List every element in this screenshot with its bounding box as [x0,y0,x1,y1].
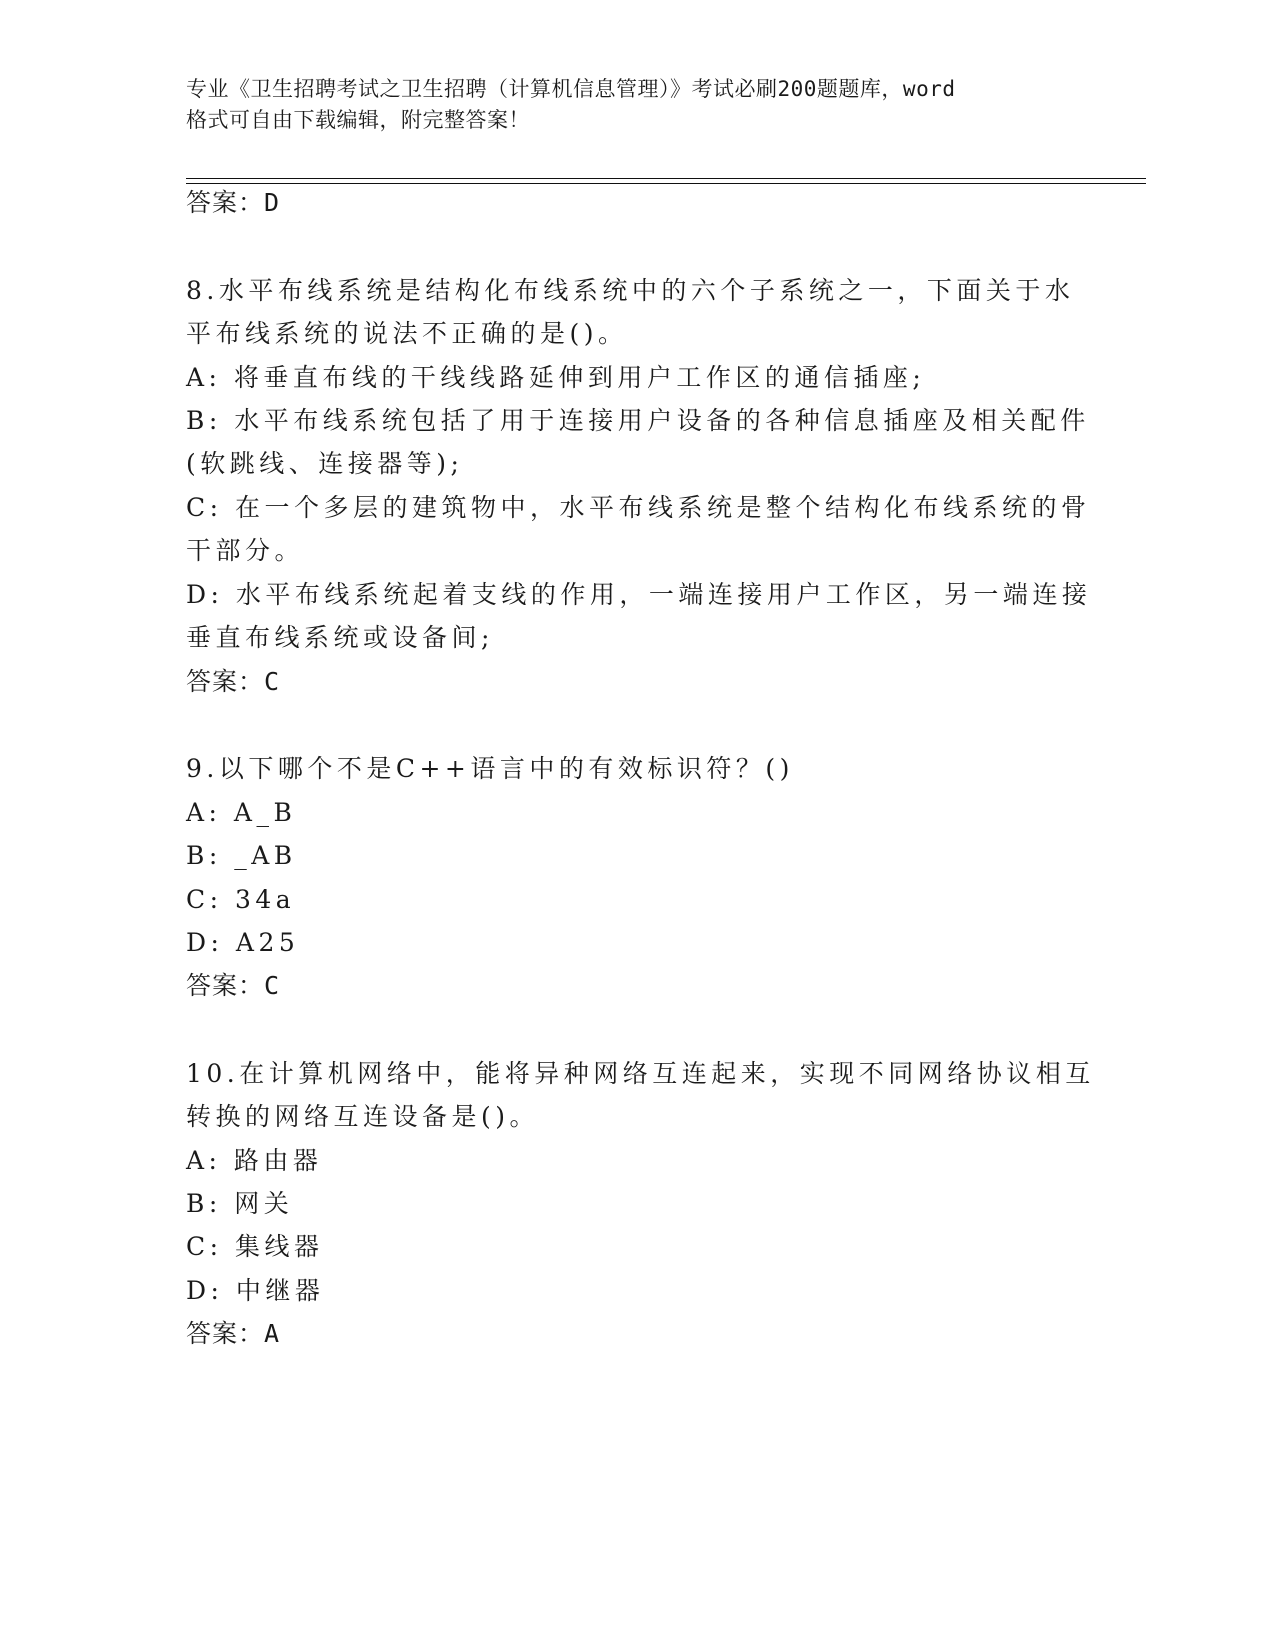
header-divider-top [186,178,1146,179]
question-10-option-b: B: 网关 [186,1189,294,1218]
question-8-option-c-line-1: C: 在一个多层的建筑物中，水平布线系统是整个结构化布线系统的骨 [186,493,1091,522]
question-8-option-c-line-2: 干部分。 [186,536,305,565]
question-8-stem-line-1: 8.水平布线系统是结构化布线系统中的六个子系统之一，下面关于水 [186,276,1075,305]
question-10-option-a: A: 路由器 [186,1146,323,1175]
question-10-stem-line-1: 10.在计算机网络中，能将异种网络互连起来，实现不同网络协议相互 [186,1059,1095,1088]
answer-q10: 答案：A [186,1319,281,1348]
document-header [186,74,1086,136]
answer-q7: 答案：D [186,188,281,217]
header-line-2: 格式可自由下载编辑，附完整答案！ [186,108,530,132]
question-10-option-d: D: 中继器 [186,1276,325,1305]
answer-q8: 答案：C [186,667,281,696]
question-8-option-b-line-1: B: 水平布线系统包括了用于连接用户设备的各种信息插座及相关配件 [186,406,1090,435]
header-divider-bottom [186,183,1146,184]
question-8-stem-line-2: 平布线系统的说法不正确的是()。 [186,319,628,348]
question-8-option-d-line-1: D: 水平布线系统起着支线的作用，一端连接用户工作区，另一端连接 [186,580,1092,609]
question-9-option-b: B: _AB [186,841,297,870]
question-9-stem: 9.以下哪个不是C++语言中的有效标识符？() [186,754,794,783]
question-10-option-c: C: 集线器 [186,1232,324,1261]
question-8-option-a: A: 将垂直布线的干线线路延伸到用户工作区的通信插座; [186,363,926,392]
question-9-option-a: A: A_B [186,798,297,827]
header-line-1: 专业《卫生招聘考试之卫生招聘（计算机信息管理）》考试必刷200题题库，word [186,77,956,101]
question-10-stem-line-2: 转换的网络互连设备是()。 [186,1102,540,1131]
question-9-option-d: D: A25 [186,928,300,957]
question-9-option-c: C: 34a [186,885,296,914]
answer-q9: 答案：C [186,971,281,1000]
question-8-option-d-line-2: 垂直布线系统或设备间; [186,623,494,652]
question-8-option-b-line-2: (软跳线、连接器等); [186,449,464,478]
